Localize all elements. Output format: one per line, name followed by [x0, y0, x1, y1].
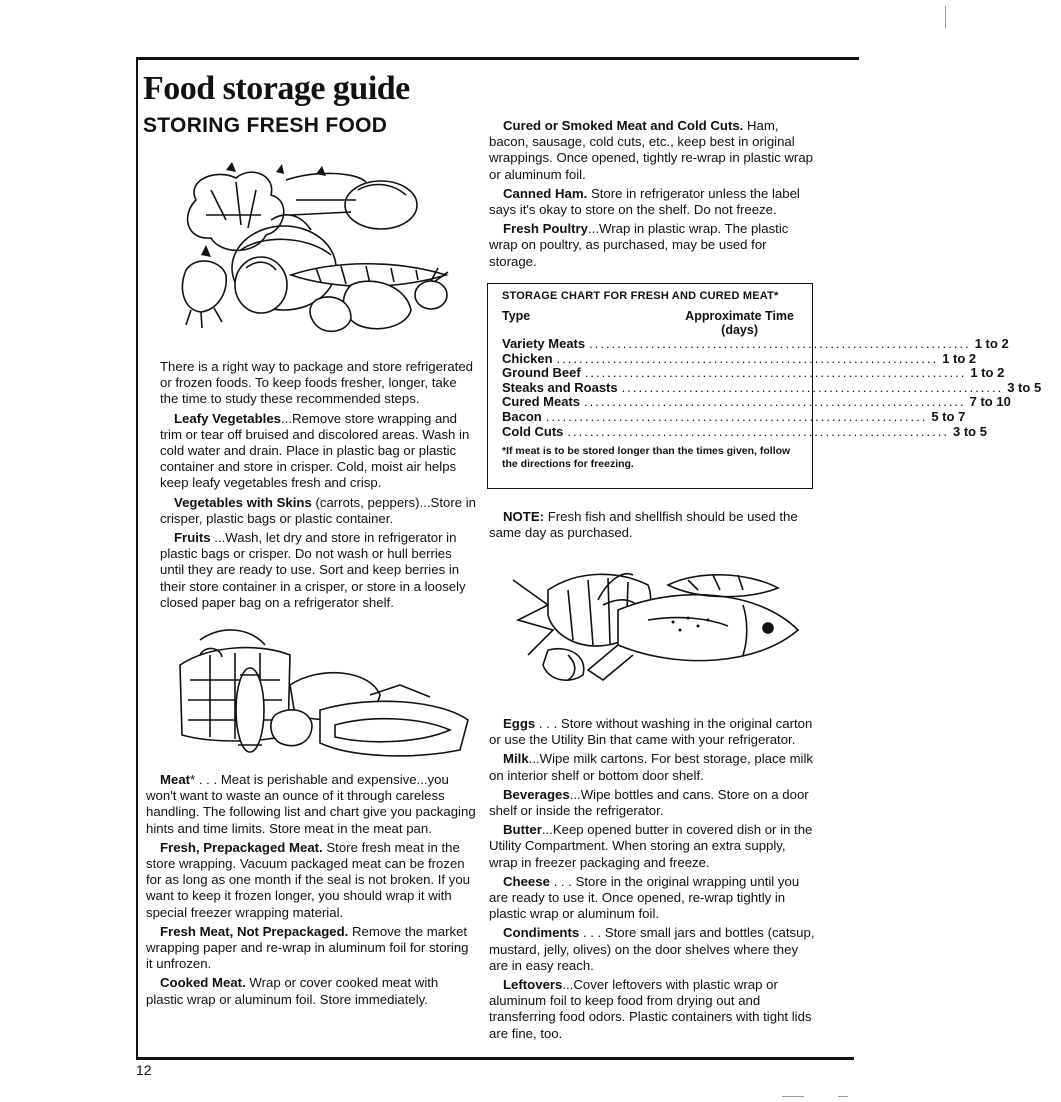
storage-chart-title: STORAGE CHART FOR FRESH AND CURED MEAT* [502, 290, 779, 302]
meat-heading: Meat [160, 772, 191, 787]
note-heading: NOTE: [503, 509, 545, 524]
section-subtitle: STORING FRESH FOOD [143, 114, 388, 137]
storage-chart-box [487, 283, 1042, 489]
leafy-vegetables-paragraph [160, 411, 476, 492]
storage-chart-type: Steaks and Roasts [502, 379, 618, 395]
page-title: Food storage guide [143, 70, 410, 107]
eggs-heading: Eggs [503, 716, 536, 731]
storage-chart-days: 1 to 2 [970, 365, 1005, 381]
fish-illustration [508, 560, 812, 692]
cooked-meat-heading: Cooked Meat. [160, 975, 246, 991]
leader-dots: .................................................................... [584, 394, 966, 410]
beverages-text: ...Wipe bottles and cans. Store on a door shelf or inside the refrigerator. [489, 786, 809, 819]
footer-dash [782, 1096, 804, 1097]
leader-dots: .................................................................... [567, 423, 949, 439]
storage-chart-col-type: Type [502, 309, 531, 323]
leftovers-paragraph [489, 977, 817, 1042]
cooked-meat-text: Wrap or cover cooked meat with plastic wrap or aluminum foil. Store immediately. [146, 975, 439, 1007]
fresh-prepackaged-paragraph [146, 840, 476, 921]
leafy-vegetables-text: ...Remove store wrapping and trim or tear off bruised and discolored areas. Wash in cold water and drain. Place in plastic bag or plastic container and store in crisper. Cold, moist air helps keep leafy vegetables fresh and crisp. [160, 410, 470, 491]
leader-dots: .................................................................... [584, 365, 967, 381]
fresh-not-prepackaged-heading: Fresh Meat, Not Prepackaged. [160, 923, 349, 939]
leader-dots: .................................................................... [589, 336, 971, 351]
left-column-lower [146, 772, 476, 1011]
condiments-text: . . . Store small jars and bottles (catsup, mustard, jelly, olives) on the door shelves where they are in easy reach. [489, 925, 815, 973]
corner-mark [945, 6, 946, 28]
storage-chart-type: Chicken [502, 350, 553, 366]
storage-chart-col-time [685, 309, 802, 337]
butter-paragraph [489, 822, 817, 871]
beverages-paragraph [489, 787, 817, 819]
note-text: Fresh fish and shellfish should be used the same day as purchased. [489, 509, 798, 541]
vegetables-skins-text: (carrots, peppers)...Store in crisper, plastic bags or plastic container. [160, 494, 476, 526]
fish-note [489, 509, 817, 544]
storage-chart-row [502, 336, 1009, 352]
meat-text: * . . . Meat is perishable and expensive...you won't want to waste an ounce of it through careless handling. The following list and chart give you packaging hints and time limits. Store meat in the meat pan. [146, 772, 476, 836]
fresh-poultry-heading: Fresh Poultry [503, 221, 589, 237]
storage-chart-row [502, 350, 977, 367]
right-column-lower [489, 716, 817, 1045]
storage-chart-col-time-label: Approximate Time [685, 309, 794, 323]
intro-paragraph: There is a right way to package and store refrigerated or frozen foods. To keep foods fresher, longer, take the time to study these recommended steps. [160, 359, 474, 407]
left-column-upper [160, 359, 476, 614]
vegetables-skins-paragraph [160, 495, 476, 527]
cheese-paragraph [489, 874, 817, 923]
vegetables-illustration [166, 160, 466, 340]
frame-top-rule [136, 57, 859, 60]
storage-chart-type: Cured Meats [502, 394, 581, 410]
canned-ham-paragraph [489, 186, 817, 218]
butter-heading: Butter [503, 822, 542, 838]
storage-chart-row [502, 408, 966, 425]
cured-meat-text: Ham, bacon, sausage, cold cuts, etc., keep best in original wrappings. Once opened, tightly re-wrap in plastic wrap or aluminum foil. [489, 118, 813, 182]
condiments-heading: Condiments [503, 925, 580, 941]
fresh-not-prepackaged-paragraph [146, 924, 476, 973]
condiments-paragraph [489, 925, 817, 974]
fresh-poultry-text: ...Wrap in plastic wrap. The plastic wrap on poultry, as purchased, may be used for storage. [489, 221, 789, 269]
cooked-meat-paragraph [146, 975, 476, 1007]
vegetables-skins-heading: Vegetables with Skins [174, 494, 312, 510]
leader-dots: .................................................................... [556, 350, 939, 366]
cured-meat-heading: Cured or Smoked Meat and Cold Cuts. [503, 118, 744, 133]
storage-chart-type: Bacon [502, 408, 542, 424]
right-column-upper [489, 118, 817, 273]
fresh-not-prepackaged-text: Remove the market wrapping paper and re-wrap in aluminum foil for storing it unfrozen. [146, 923, 469, 972]
storage-chart-col-time-unit: (days) [721, 323, 758, 337]
storage-chart-header [502, 309, 802, 337]
page-number: 12 [136, 1062, 152, 1078]
cheese-heading: Cheese [503, 873, 550, 889]
milk-paragraph [489, 751, 817, 783]
footer-dash [838, 1096, 848, 1097]
storage-chart-days: 3 to 5 [1007, 379, 1042, 395]
cured-meat-paragraph [489, 118, 817, 183]
milk-text: ...Wipe milk cartons. For best storage, place milk on interior shelf or bottom door shelf. [489, 751, 814, 783]
frame-bottom-rule [136, 1057, 854, 1060]
fruits-text: ...Wash, let dry and store in refrigerator in plastic bags or crisper. Do not wash or hull berries until they are ready to use. Sort and keep berries in their store container in a crisper, or store in a loosely closed paper bag on a refrigerator shelf. [160, 530, 466, 610]
butter-text: ...Keep opened butter in covered dish or in the Utility Compartment. When storing an extra supply, wrap in freezer packaging and freeze. [489, 822, 813, 870]
fruits-heading: Fruits [174, 530, 211, 546]
canned-ham-text: Store in refrigerator unless the label says it's okay to store on the shelf. Do not freeze. [489, 185, 800, 218]
canned-ham-heading: Canned Ham. [503, 185, 588, 201]
eggs-text: . . . Store without washing in the original carton or use the Utility Bin that came with your refrigerator. [489, 716, 813, 748]
fresh-poultry-paragraph [489, 221, 817, 270]
meat-paragraph [146, 772, 476, 837]
storage-chart-row [502, 394, 1011, 410]
storage-chart-type: Variety Meats [502, 336, 586, 351]
storage-chart-row [502, 379, 1042, 396]
frame-left-rule [136, 57, 138, 1059]
fresh-prepackaged-heading: Fresh, Prepackaged Meat. [160, 839, 323, 855]
fish-note-paragraph [489, 509, 817, 541]
storage-chart-row [502, 365, 1005, 381]
milk-heading: Milk [503, 751, 529, 767]
storage-chart-days: 7 to 10 [969, 394, 1011, 410]
leader-dots: .................................................................... [545, 408, 928, 424]
meat-illustration [170, 625, 470, 765]
leafy-vegetables-heading: Leafy Vegetables [174, 410, 282, 426]
storage-chart-footnote: *If meat is to be stored longer than the times given, follow the directions for freezing. [502, 445, 791, 470]
fresh-prepackaged-text: Store fresh meat in the store wrapping. Vacuum packaged meat can be frozen for as long as one month if the seal is not broken. If you want to keep it frozen longer, you should wrap it with special freezer wrapping material. [146, 839, 471, 920]
fruits-paragraph [160, 530, 476, 611]
leader-dots: .................................................................... [621, 379, 1004, 395]
storage-chart-days: 1 to 2 [942, 350, 977, 366]
storage-chart-type: Cold Cuts [502, 423, 564, 439]
eggs-paragraph [489, 716, 817, 748]
cheese-text: . . . Store in the original wrapping until you are ready to use it. Once opened, re-wrap tightly in plastic wrap or aluminum foil. [489, 873, 800, 922]
storage-chart-days: 5 to 7 [931, 408, 966, 424]
leftovers-heading: Leftovers [503, 977, 563, 993]
storage-chart-days: 3 to 5 [953, 423, 987, 439]
storage-chart-row [502, 423, 987, 440]
storage-chart-type: Ground Beef [502, 365, 581, 381]
storage-chart-days: 1 to 2 [974, 336, 1009, 351]
leftovers-text: ...Cover leftovers with plastic wrap or aluminum foil to keep food from drying out and transferring food odors. Plastic containers with tight lids are fine, too. [489, 977, 812, 1041]
beverages-heading: Beverages [503, 786, 570, 802]
